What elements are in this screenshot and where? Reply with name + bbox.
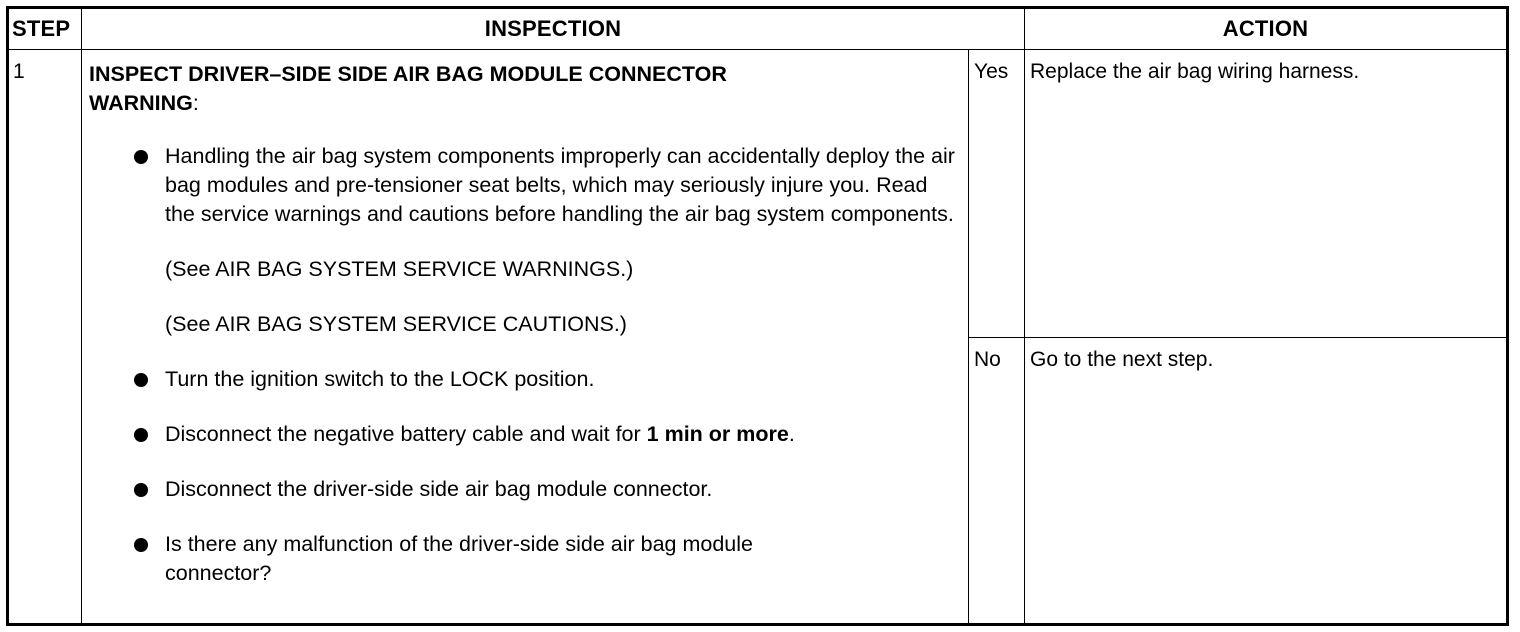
bullet-text: Is there any malfunction of the driver-side side air bag module connector?	[165, 532, 753, 585]
bullet-text-pre: Disconnect the negative battery cable and wait for	[165, 422, 647, 446]
step-row-yes	[8, 50, 1508, 338]
inspection-bullet-list-2	[89, 365, 958, 588]
bullet-text-bold: 1 min or more	[646, 422, 789, 446]
warning-line	[89, 89, 958, 118]
bullet-icon	[134, 373, 148, 387]
answer-yes: Yes	[969, 50, 1025, 338]
step-number: 1	[8, 50, 82, 625]
bullet-text: Disconnect the driver-side side air bag module connector.	[165, 477, 713, 501]
list-item	[89, 142, 958, 229]
see-warnings-ref: (See AIR BAG SYSTEM SERVICE WARNINGS.)	[165, 257, 634, 281]
bullet-icon	[134, 428, 148, 442]
action-yes: Replace the air bag wiring harness.	[1025, 50, 1508, 338]
bullet-icon	[134, 483, 148, 497]
inspection-title: INSPECT DRIVER–SIDE SIDE AIR BAG MODULE CONNECTOR	[89, 62, 727, 86]
inspection-header: INSPECTION	[82, 8, 1025, 50]
diagnostic-table	[6, 6, 1509, 626]
bullet-text: Handling the air bag system components improperly can accidentally deploy the air bag modules and pre-tensioner seat belts, which may seriously injure you. Read the service warnings and cautions before handling the air bag system components.	[165, 144, 955, 226]
bullet-icon	[134, 538, 148, 552]
inspection-bullet-list	[89, 142, 958, 229]
header-row	[8, 8, 1508, 50]
step-header: STEP	[8, 8, 82, 50]
list-item	[89, 365, 958, 394]
action-header: ACTION	[1025, 8, 1508, 50]
list-item	[89, 530, 958, 588]
bullet-text: Turn the ignition switch to the LOCK position.	[165, 367, 595, 391]
bullet-text-post: .	[788, 422, 795, 446]
inspection-cell	[82, 50, 969, 625]
action-no: Go to the next step.	[1025, 338, 1508, 625]
see-cautions-ref: (See AIR BAG SYSTEM SERVICE CAUTIONS.)	[165, 312, 627, 336]
warning-suffix: :	[192, 91, 199, 115]
list-item	[89, 420, 958, 449]
warning-label: WARNING	[89, 91, 193, 115]
answer-no: No	[969, 338, 1025, 625]
bullet-icon	[134, 150, 148, 164]
list-item	[89, 475, 958, 504]
